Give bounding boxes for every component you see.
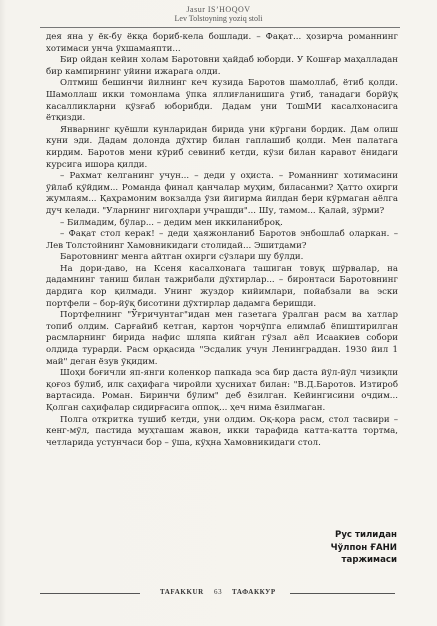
credit-line-language: Рус тилидан: [335, 530, 397, 540]
paragraph: – Билмадим, бўлар... – дедим мен иккиланиброқ.: [60, 217, 283, 228]
footer-magazine-cyrillic: ТАФАККУР: [232, 588, 276, 596]
paragraph: Полга откритка тушиб кетди, уни олдим. Оқ-қора расм, стол тасвири – кенг-мўл, пастида муҳташам жавон, икки тарафида катта-катта тортма, четларида устунчаси бор – ўша, кўҳна Хамовникидаги стол.: [46, 414, 398, 448]
paragraph: дея яна у ёк-бу ёкқа бориб-кела бошлади. – Фақат... ҳозирча романнинг хотимаси унча ўхшамаяпти...: [46, 32, 398, 54]
running-head-author: Jasur ISʼHOQOV: [186, 5, 251, 14]
translator-credit: [331, 529, 397, 567]
footer-rule-left: [40, 593, 140, 594]
paragraph: – Рахмат келганинг учун... – деди у оҳиста. – Романнинг хотимасини ўйлаб қўйдим... Романда финал қанчалар муҳим, биласанми? Ҳатто охирги жумлаям... Қаҳрамоним вокзалда ўзи йигирма йилдан бери кўрмаган аёлга дуч келади. "Уларнинг нигоҳлари учрашди"... Шу, тамом... Қалай, зўрми?: [46, 171, 398, 216]
credit-line-translator: Чўлпон ҒАНИ: [330, 542, 397, 553]
footer-magazine-latin: TAFAKKUR: [160, 588, 204, 596]
paragraph: Олтмиш бешинчи йилнинг кеч кузида Баротов шамоллаб, ётиб қолди. Шамоллаш икки томонлама ўпка яллиғланишига ўтиб, танадаги борйўқ касалликларни қўзғаб юборибди. Дадам уни ТошМИ касалхонасига ётқизди.: [46, 78, 398, 124]
running-head: [0, 5, 437, 23]
paragraph: Баротовнинг менга айтган охирги сўзлари шу бўлди.: [60, 252, 304, 263]
running-head-title: Lev Tolstoyning yoziq stoli: [174, 14, 263, 23]
paragraph: На дори-даво, на Ксеня касалхонага ташиган товуқ шўрвалар, на дадамнинг таниш билан тажрибали дўхтирлар... – биронтаси Баротовнинг дардига кор қилмади. Унинг жуздор кийимлари, пойабзали ва эски портфели – бор-йўқ бисотини дўхтирлар дадамга беришди.: [46, 263, 398, 309]
page-footer: [0, 587, 437, 599]
paragraph: Шоҳи боғичли яп-янги коленкор папкада эса бир даста йўл-йўл чизиқли қоғоз бўлиб, илк саҳифага чиройли ҳуснихат билан: "В.Д.Баротов. Изтироб вартасида. Роман. Биринчи бўлим" деб ёзилган. Кейингисини очдим... Қолган саҳифалар сидирғасига оппоқ... ҳеч нима ёзилмаган.: [46, 368, 398, 413]
paragraph: Январнинг қуёшли кунларидан бирида уни кўргани бордик. Дам олиш куни эди. Дадам долонда дўхтир билан гаплашиб қолди. Мен палатага кирдим. Баротов мени кўриб севиниб кетди, кўзи билан каравот ёнидаги курсига ишора қилди.: [46, 124, 398, 170]
credit-line-role: таржимаси: [341, 555, 397, 565]
paragraph: Портфелнинг "Ўғричунтаг"идан мен газетага ўралган расм ва хатлар топиб олдим. Сарғайиб кетган, картон чорчўпга елимлаб ёпиштирилган расмларнинг бирида нафис шляпа кийган гўзал аёл Исаакиев собори олдида турарди. Расм орқасида "Эсдалик учун Ленинграддан. 1930 йил 1 май" деган ёзув ўқидим.: [46, 310, 398, 367]
footer-rule-right: [290, 593, 395, 594]
header-rule: [40, 27, 400, 28]
paragraph: Бир ойдан кейин холам Баротовни ҳайдаб юборди. У Кошғар маҳалладан бир кампирнинг уйини ижарага олди.: [46, 55, 398, 77]
article-body: [46, 32, 398, 449]
paragraph: – Фақат стол керак! – деди ҳаяжонланиб Баротов энбошлаб оларкан. – Лев Толстойнинг Хамовникидаги столидай... Эшитдами?: [46, 229, 398, 251]
page-number: 63: [214, 588, 223, 596]
